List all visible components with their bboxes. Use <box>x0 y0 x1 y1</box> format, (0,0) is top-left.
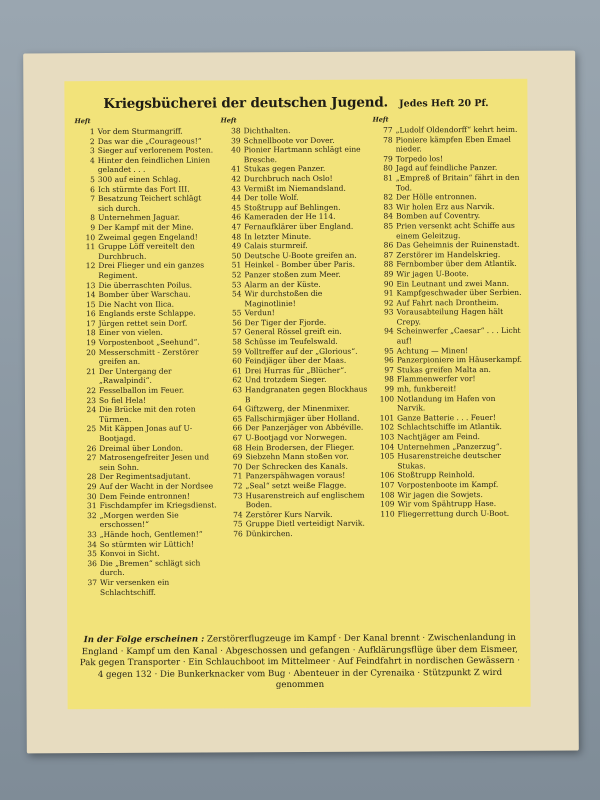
issue-title: „Hände hoch, Gentlemen!“ <box>99 529 203 539</box>
issue-number: 61 <box>232 366 242 376</box>
issue-number: 66 <box>232 423 243 433</box>
issue-title: Feindjäger über der Maas. <box>244 355 347 366</box>
issue-number: 85 <box>383 221 394 231</box>
list-item <box>373 173 523 193</box>
issue-number: 79 <box>383 154 393 164</box>
issue-title: Das Geheimnis der Ruinenstadt. <box>396 239 520 250</box>
issue-number: 40 <box>231 145 241 155</box>
issue-number: 23 <box>86 395 97 405</box>
issue-number: 101 <box>379 413 395 423</box>
issue-title: Fallschirmjäger über Holland. <box>245 413 360 424</box>
issue-number: 49 <box>231 241 242 251</box>
issue-title: Zerstörer im Handelskrieg. <box>396 249 501 260</box>
issue-title: Fernbomber über dem Atlantik. <box>396 259 517 269</box>
issue-title: General Rössel greift ein. <box>244 327 342 337</box>
issue-title: Konvoi in Sicht. <box>99 548 160 559</box>
issue-title: Der Panzerjäger von Abbéville. <box>245 423 364 433</box>
issue-number: 87 <box>383 250 394 260</box>
issue-number: 91 <box>383 288 394 298</box>
issue-number: 65 <box>232 414 243 424</box>
issue-title: „Ludolf Oldendorff“ kehrt heim. <box>395 124 518 135</box>
issue-number: 69 <box>232 452 243 462</box>
issue-number: 44 <box>231 193 241 203</box>
issue-number: 19 <box>86 338 96 348</box>
issue-title: Und trotzdem Sieger. <box>244 375 327 385</box>
issue-title: Panzerspähwagen voraus! <box>245 471 346 481</box>
issue-title: „Seal“ setzt weiße Flagge. <box>245 480 347 491</box>
issue-number: 1 <box>89 127 95 137</box>
issue-title: „Empreß of Britain“ fährt in den Tod. <box>395 172 520 193</box>
issue-title: Siebzehn Mann stoßen vor. <box>245 451 349 462</box>
issue-title: Bomber über Warschau. <box>98 289 191 300</box>
issue-number: 93 <box>384 307 394 317</box>
issue-number: 109 <box>380 499 395 509</box>
issue-title: Jagd auf feindliche Panzer. <box>395 163 498 173</box>
issue-number: 96 <box>384 355 394 365</box>
issue-number: 98 <box>384 374 394 384</box>
list-item <box>223 490 371 510</box>
issue-number: 18 <box>86 328 96 338</box>
issue-title: Panzer stoßen zum Meer. <box>244 269 341 280</box>
issue-number: 33 <box>87 529 97 540</box>
issue-number: 52 <box>231 270 242 280</box>
issue-title: Vor dem Sturmangriff. <box>97 126 183 137</box>
issue-title: Hinter den feindlichen Linien gelandet . . . <box>97 155 211 175</box>
issue-number: 73 <box>232 490 243 500</box>
issue-number: 67 <box>232 433 243 443</box>
list-item <box>76 405 218 425</box>
issue-number: 78 <box>383 135 393 145</box>
issue-title: 300 auf einen Schlag. <box>97 174 181 185</box>
list-item <box>221 145 369 165</box>
list-item <box>373 134 523 154</box>
list-item <box>373 221 523 241</box>
issue-title: Ein Leutnant und zwei Mann. <box>396 278 509 288</box>
issue-number: 92 <box>383 298 394 308</box>
issue-number: 12 <box>85 261 96 271</box>
issue-number: 22 <box>86 386 97 396</box>
issue-title: Matrosengefreiter Jesen und sein Sohn. <box>99 452 210 472</box>
issue-title: Fischdampfer im Kriegsdienst. <box>99 500 217 511</box>
issue-title: Gruppe Dietl verteidigt Narvik. <box>245 518 365 529</box>
issue-number: 3 <box>89 146 95 156</box>
issue-title: Fliegerrettung durch U-Boot. <box>397 508 510 519</box>
issue-title: Besatzung Teichert schlägt sich durch. <box>97 193 202 213</box>
issue-number: 84 <box>383 211 394 221</box>
issue-title: Wir versenken ein Schlachtschiff. <box>99 577 170 597</box>
list-item <box>221 289 369 309</box>
issue-title: Ich stürmte das Fort III. <box>97 184 190 194</box>
issue-title: Wir jagen U-Boote. <box>396 269 469 279</box>
issue-title: Zweimal gegen Engeland! <box>98 232 198 242</box>
issue-number: 54 <box>231 289 242 299</box>
issue-number: 13 <box>85 280 96 290</box>
issue-title: Vorpostenboot „Seehund“. <box>98 337 200 348</box>
issue-title: Sieger auf verlorenem Posten. <box>97 145 214 156</box>
issue-title: Vorausabteilung Hagen hält Crepy. <box>396 307 504 327</box>
issue-number: 15 <box>85 299 96 309</box>
issue-number: 77 <box>383 125 393 135</box>
issue-title: Pionier Hartmann schlägt eine Bresche. <box>243 144 361 165</box>
issue-title: Deutsche U-Boote greifen an. <box>244 250 357 260</box>
issue-title: Calais sturmreif. <box>244 241 308 251</box>
issue-title: Dreimal über London. <box>99 443 184 453</box>
issue-number: 14 <box>85 290 96 300</box>
issue-number: 80 <box>383 163 393 173</box>
price-note: Jedes Heft 20 Pf. <box>399 97 489 110</box>
issue-title: Auf Fahrt nach Drontheim. <box>396 297 499 308</box>
issue-title: Fesselballon im Feuer. <box>98 385 185 396</box>
issue-number: 70 <box>232 462 243 472</box>
issue-number: 20 <box>86 347 96 357</box>
column-label: Heft <box>220 116 237 125</box>
series-title: Kriegsbücherei der deutschen Jugend. <box>103 94 389 113</box>
column-label: Heft <box>74 117 91 126</box>
issue-title: Nachtjäger am Feind. <box>397 432 480 442</box>
issue-number: 103 <box>379 432 395 442</box>
issue-number: 27 <box>86 453 97 463</box>
issue-title: So fiel Hela! <box>99 395 147 405</box>
issue-title: Heinkel - Bomber über Paris. <box>244 260 356 270</box>
issue-number: 21 <box>86 366 96 376</box>
list-item <box>375 509 525 519</box>
issue-title: Englands erste Schlappe. <box>98 308 196 319</box>
upcoming-label: In der Folge erscheinen : <box>83 634 205 646</box>
issue-title: Wir durchstoßen die Maginotlinie! <box>244 288 323 308</box>
column-label: Heft <box>372 115 389 124</box>
issue-number: 53 <box>231 279 242 289</box>
list-item <box>75 242 217 262</box>
issue-title: Der tolle Wolf. <box>243 193 299 203</box>
issue-title: Schüsse im Teufelswald. <box>244 336 338 347</box>
issue-number: 89 <box>383 269 394 279</box>
issue-title: Giftzwerg, der Minenmixer. <box>245 403 350 414</box>
issue-number: 64 <box>232 404 243 414</box>
issue-number: 88 <box>383 259 394 269</box>
issue-title: Vermißt im Niemandsland. <box>243 183 346 193</box>
issue-title: Unternehmen Jaguar. <box>98 212 180 223</box>
issue-number: 5 <box>90 175 95 185</box>
issue-number: 41 <box>231 164 241 174</box>
list-item <box>374 326 524 346</box>
issue-number: 57 <box>232 327 242 337</box>
issue-number: 105 <box>379 451 395 461</box>
issue-title: Der Regimentsadjutant. <box>99 471 191 482</box>
issue-number: 75 <box>233 519 243 529</box>
title-column-3 <box>373 115 525 519</box>
issue-number: 51 <box>231 260 242 270</box>
upcoming-text: Zerstörerflugzeuge im Kampf · Der Kanal brennt · Zwischenlandung in England · Kampf um den Kanal · Abgeschossen und gefangen · Aufklärungsflüge über dem Eismeer, Pak gegen Transporter · Ein Schlauchboot im Mittelmeer · Auf Feindfahrt in nordischen Gewässern · 4 gegen 132 · Die Bunkerknacker vom Bug · Abenteuer in der Cyrenaika · Stützpunkt Z wird genommen <box>79 632 520 691</box>
list-item <box>77 510 219 530</box>
issue-title: Schnellboote vor Dover. <box>243 135 335 145</box>
issue-number: 81 <box>383 173 393 183</box>
issue-title: Jürgen rettet sein Dorf. <box>98 318 188 328</box>
issue-title: Einer von vielen. <box>98 328 163 338</box>
issue-title: So stürmten wir Lüttich! <box>99 539 194 549</box>
issue-title: mh, funkbereit! <box>396 384 457 394</box>
issue-number: 26 <box>86 443 97 453</box>
issue-number: 36 <box>87 558 97 568</box>
issue-title: Der Kampf mit der Mine. <box>98 222 194 232</box>
issue-title: Vorpostenboote im Kampf. <box>397 479 499 490</box>
issue-number: 17 <box>86 318 96 328</box>
issue-number: 29 <box>86 482 97 492</box>
issue-title: Notlandung im Hafen von Narvik. <box>397 393 496 413</box>
issue-title: Wir holen Erz aus Narvik. <box>395 201 495 212</box>
issue-number: 95 <box>384 346 394 356</box>
issue-title: Stoßtrupp auf Behlingen. <box>243 202 341 213</box>
issue-number: 76 <box>233 529 243 539</box>
issue-number: 25 <box>86 424 97 434</box>
issue-title: Volltreffer auf der „Glorious“. <box>244 346 358 356</box>
list-item <box>374 393 524 413</box>
issue-title: Fernaufklärer über England. <box>244 221 354 232</box>
issue-title: Der Untergang der „Rawalpindi“. <box>98 366 172 386</box>
issue-title: Drei Flieger und ein ganzes Regiment. <box>98 260 205 280</box>
issue-number: 10 <box>85 232 96 242</box>
issue-number: 43 <box>231 183 241 193</box>
issue-number: 106 <box>380 470 395 480</box>
issue-number: 11 <box>85 242 96 252</box>
issue-number: 68 <box>232 442 243 452</box>
issue-title: Die Brücke mit den roten Türmen. <box>99 404 196 424</box>
issue-title: Bomben auf Coventry. <box>396 211 481 221</box>
issue-title: In letzter Minute. <box>244 231 312 241</box>
issue-number: 32 <box>87 510 97 520</box>
issue-title: Der Tiger der Fjorde. <box>244 317 327 328</box>
list-item <box>374 451 524 471</box>
issue-number: 50 <box>231 251 242 261</box>
issue-title: Durchbruch nach Oslo! <box>243 173 333 184</box>
title-column-2 <box>221 116 371 539</box>
issue-number: 24 <box>86 405 97 415</box>
issue-title: Alarm an der Küste. <box>244 279 321 289</box>
list-item <box>75 261 217 281</box>
issue-title: Stukas greifen Malta an. <box>396 364 491 375</box>
issue-title: Handgranaten gegen Blockhaus B <box>244 384 368 404</box>
issue-title: Husarenstreich auf englischem Boden. <box>245 490 365 510</box>
issue-number: 71 <box>232 471 243 481</box>
issue-number: 55 <box>232 308 242 318</box>
issue-number: 30 <box>86 491 97 501</box>
issue-number: 48 <box>231 231 242 241</box>
issue-number: 99 <box>384 384 394 394</box>
issue-title: Pioniere kämpfen Eben Emael nieder. <box>395 134 511 154</box>
issue-title: Die „Bremen“ schlägt sich durch. <box>99 558 201 578</box>
issue-number: 62 <box>232 375 242 385</box>
issue-title: Mit Käppen Jonas auf U-Bootjagd. <box>99 423 193 444</box>
issue-number: 58 <box>232 337 242 347</box>
issue-number: 42 <box>231 174 241 184</box>
issue-title: Panzerpioniere im Häuserkampf. <box>396 355 523 365</box>
issue-number: 56 <box>232 318 242 328</box>
title-column-1 <box>75 116 220 597</box>
issue-title: Torpedo los! <box>395 154 444 164</box>
issue-number: 47 <box>231 222 242 232</box>
list-item <box>76 453 218 473</box>
issue-title: Flammenwerfer vor! <box>396 374 476 384</box>
issue-title: Schlachtschiffe im Atlantik. <box>397 422 502 432</box>
issue-title: Scheinwerfer „Caesar“ . . . Licht auf! <box>396 326 521 346</box>
issue-title: Die überraschten Poilus. <box>98 280 193 290</box>
issue-number: 6 <box>90 184 95 194</box>
list-item <box>76 347 218 367</box>
issue-title: Dem Feinde entronnen! <box>99 491 190 501</box>
issue-title: Achtung — Minen! <box>396 345 469 356</box>
list-item <box>77 577 219 597</box>
issue-title: Verdun! <box>244 308 275 318</box>
issue-title: Dünkirchen. <box>245 528 293 539</box>
issue-title: Stukas gegen Panzer. <box>243 164 326 174</box>
issue-number: 102 <box>379 422 395 432</box>
issue-number: 86 <box>383 240 394 250</box>
list-item <box>77 558 219 578</box>
issue-title: Wir vom Spähtrupp Hase. <box>397 499 497 509</box>
issue-number: 46 <box>231 212 242 222</box>
issue-number: 90 <box>383 278 394 289</box>
issue-number: 110 <box>380 509 395 519</box>
issue-number: 7 <box>90 194 95 204</box>
issue-number: 2 <box>89 136 95 146</box>
issue-number: 104 <box>379 442 395 452</box>
issue-title: U-Bootjagd vor Norwegen. <box>245 432 348 443</box>
issue-title: Auf der Wacht in der Nordsee <box>99 481 214 492</box>
issue-title: Prien versenkt acht Schiffe aus einem Geleitzug. <box>396 220 515 241</box>
list-item <box>222 385 370 405</box>
issue-number: 97 <box>384 365 394 375</box>
issue-title: Drei Hurras für „Blücher“. <box>244 365 347 376</box>
issue-title: Die Nacht von Ilica. <box>98 299 175 309</box>
issue-title: Zerstörer Kurs Narvik. <box>245 509 333 520</box>
issue-title: Wir jagen die Sowjets. <box>397 489 483 500</box>
issue-number: 83 <box>383 202 394 212</box>
list-item <box>374 307 524 327</box>
issue-title: Messerschmitt - Zerstörer greifen an. <box>98 347 199 367</box>
issue-title: Hein Brodersen, der Flieger. <box>245 442 355 452</box>
issue-title: Gruppe Löff vereitelt den Durchbruch. <box>98 241 195 261</box>
issue-number: 59 <box>232 346 242 356</box>
issue-title: Ganze Batterie . . . Feuer! <box>397 412 496 423</box>
issue-number: 72 <box>232 481 243 491</box>
issue-number: 39 <box>231 135 241 145</box>
issue-number: 31 <box>87 501 97 511</box>
issue-title: Kameraden der He 114. <box>244 212 336 222</box>
issue-number: 9 <box>90 222 96 233</box>
title-list-panel <box>64 79 530 709</box>
issue-number: 74 <box>233 510 243 520</box>
issue-title: Das war die „Courageous!“ <box>97 136 202 146</box>
issue-number: 60 <box>232 356 242 366</box>
issue-title: Kampfgeschwader über Serbien. <box>396 287 522 298</box>
upcoming-titles <box>79 633 520 693</box>
issue-number: 38 <box>231 126 241 136</box>
issue-number: 37 <box>87 577 98 588</box>
issue-title: Husarenstreiche deutscher Stukas. <box>397 451 502 471</box>
issue-title: Dichthalten. <box>243 126 291 136</box>
issue-number: 35 <box>87 549 97 559</box>
issue-number: 63 <box>232 385 243 395</box>
series-heading <box>64 91 527 112</box>
issue-number: 100 <box>379 394 395 404</box>
issue-title: Der Hölle entronnen. <box>395 192 477 202</box>
issue-number: 94 <box>384 326 394 337</box>
issue-title: „Morgen werden Sie erschossen!“ <box>99 510 179 530</box>
issue-number: 82 <box>383 192 393 202</box>
list-item <box>75 194 217 214</box>
issue-title: Unternehmen „Panzerzug“. <box>397 441 503 452</box>
issue-number: 107 <box>380 480 395 490</box>
list-item <box>223 529 371 539</box>
list-item <box>75 155 217 175</box>
issue-number: 45 <box>231 203 242 213</box>
issue-number: 8 <box>90 213 96 223</box>
issue-number: 28 <box>86 472 97 482</box>
issue-number: 34 <box>87 539 97 549</box>
issue-number: 108 <box>380 490 395 500</box>
list-item <box>76 366 218 386</box>
list-item <box>76 424 218 444</box>
issue-number: 4 <box>89 155 95 165</box>
issue-number: 16 <box>86 309 96 319</box>
issue-title: Stoßtrupp Reinhold. <box>397 470 475 480</box>
issue-title: Der Schrecken des Kanals. <box>245 461 348 472</box>
